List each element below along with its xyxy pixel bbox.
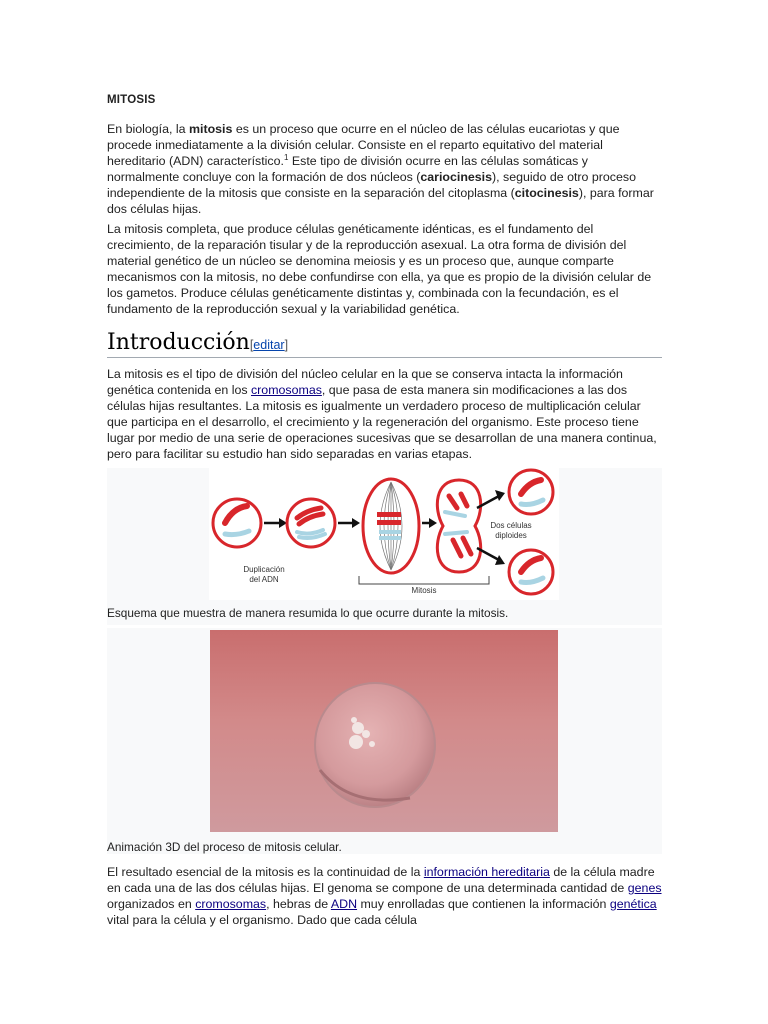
- arrow-head-icon: [495, 490, 505, 501]
- chromatin-blob: [351, 717, 357, 723]
- text-run: vital para la célula y el organismo. Dado que cada célula: [107, 912, 417, 927]
- mitosis-bracket: [359, 576, 489, 584]
- paragraph-result: [107, 865, 663, 929]
- mitosis-3d-animation[interactable]: [210, 630, 558, 832]
- bracket: ]: [284, 338, 289, 352]
- chromosome-blue: [379, 530, 401, 534]
- text-run: ), seguido de otro proceso independiente de la mitosis que consiste en la separación del citoplasma (: [107, 169, 636, 200]
- link-genetica[interactable]: genética: [609, 896, 657, 911]
- chromatin-blob: [349, 735, 363, 749]
- chromatin-blob: [362, 730, 370, 738]
- section-heading-introduccion: [107, 330, 662, 358]
- figure-caption-2: Animación 3D del proceso de mitosis celular.: [107, 840, 342, 854]
- mitosis-diagram: [209, 468, 559, 600]
- paragraph-introduccion: [107, 367, 663, 462]
- figure-caption-1: Esquema que muestra de manera resumida lo que ocurre durante la mitosis.: [107, 606, 509, 620]
- paragraph-complete-mitosis: La mitosis completa, que produce células genéticamente idénticas, es el fundamento del crecimiento, de la reparación tisular y de la reproducción asexual. La otra forma de división del material genético de un núcleo se denomina meiosis y es un proceso que, aunque comparte mecanismos con la mitosis, no debe confundirse con ella, ya que es propio de la división celular de los gametos. Produce células genéticamente distintas y, combinada con la fecundación, es el fundamento de la reproducción sexual y la variabilidad genética.: [107, 222, 652, 316]
- bold-term-cariocinesis: cariocinesis: [420, 169, 493, 184]
- chromosome-blue: [445, 532, 467, 534]
- text-run: ), para formar dos células hijas.: [107, 185, 654, 216]
- link-genes[interactable]: genes: [627, 880, 662, 895]
- text-run: muy enrolladas que contienen la información: [357, 896, 610, 911]
- animated-cell: [315, 683, 435, 807]
- chromatin-blob: [352, 722, 364, 734]
- paragraph-intro: [107, 122, 663, 217]
- edit-section: [250, 338, 288, 352]
- edit-link[interactable]: editar: [253, 338, 285, 352]
- text-run: organizados en: [107, 896, 196, 911]
- label-dos-celulas: Dos células: [490, 521, 532, 530]
- link-adn[interactable]: ADN: [330, 896, 358, 911]
- footnote-ref[interactable]: 1: [283, 152, 289, 162]
- link-cromosomas[interactable]: cromosomas: [195, 896, 267, 911]
- chromosome-red: [377, 520, 401, 525]
- link-informacion-hereditaria[interactable]: información hereditaria: [423, 865, 550, 879]
- bold-term-citocinesis: citocinesis: [514, 185, 579, 200]
- text-run: , que pasa de esta manera sin modificaciones a las dos células hijas resultantes. La mitosis es igualmente un verdadero proceso de multiplicación celular que participa en el desarrollo, el crecimiento y la regeneración del organismo. Este proceso tiene lugar por medio de una serie de operaciones sucesivas que se desarrollan de una manera continua, pero para facilitar su estudio han sido separadas en varias etapas.: [107, 382, 657, 461]
- text-run: En biología, la: [107, 122, 189, 136]
- arrow-head-icon: [429, 518, 437, 528]
- text-run: La mitosis es el tipo de división del núcleo celular en la que se conserva intacta la información genética contenida en los: [107, 367, 623, 397]
- bracket: [: [249, 338, 254, 352]
- animation-svg: [210, 630, 558, 832]
- text-run: , hebras de: [266, 896, 331, 911]
- text-run: El resultado esencial de la mitosis es la continuidad de la: [107, 865, 424, 879]
- label-duplicacion: Duplicación: [243, 565, 285, 574]
- mitosis-diagram-svg: [209, 468, 559, 600]
- text-run: de la célula madre en cada una de las dos células hijas. El genoma se compone de una determinada cantidad de: [107, 865, 655, 895]
- daughter-cell-bottom: [509, 550, 553, 594]
- text-run: es un proceso que ocurre en el núcleo de las células eucariotas y que procede inmediatamente a la división celular. Consiste en el reparto equitativo del material hereditario (ADN) característico.: [107, 122, 620, 168]
- heading-text: Introducción: [107, 330, 250, 355]
- label-del-adn: del ADN: [249, 575, 279, 584]
- chromatin-blob: [369, 741, 375, 747]
- document-title: MITOSIS: [107, 94, 156, 106]
- daughter-cell-top: [509, 470, 553, 514]
- text-run: Este tipo de división ocurre en las células somáticas y normalmente concluye con la formación de dos núcleos (: [107, 153, 589, 184]
- link-cromosomas[interactable]: cromosomas: [250, 382, 322, 397]
- chromosome-blue: [379, 536, 401, 540]
- label-diploides: diploides: [495, 531, 527, 540]
- arrow-head-icon: [352, 518, 360, 528]
- bold-term-mitosis: mitosis: [188, 122, 233, 136]
- chromosome-red: [377, 512, 401, 517]
- label-mitosis: Mitosis: [411, 586, 437, 595]
